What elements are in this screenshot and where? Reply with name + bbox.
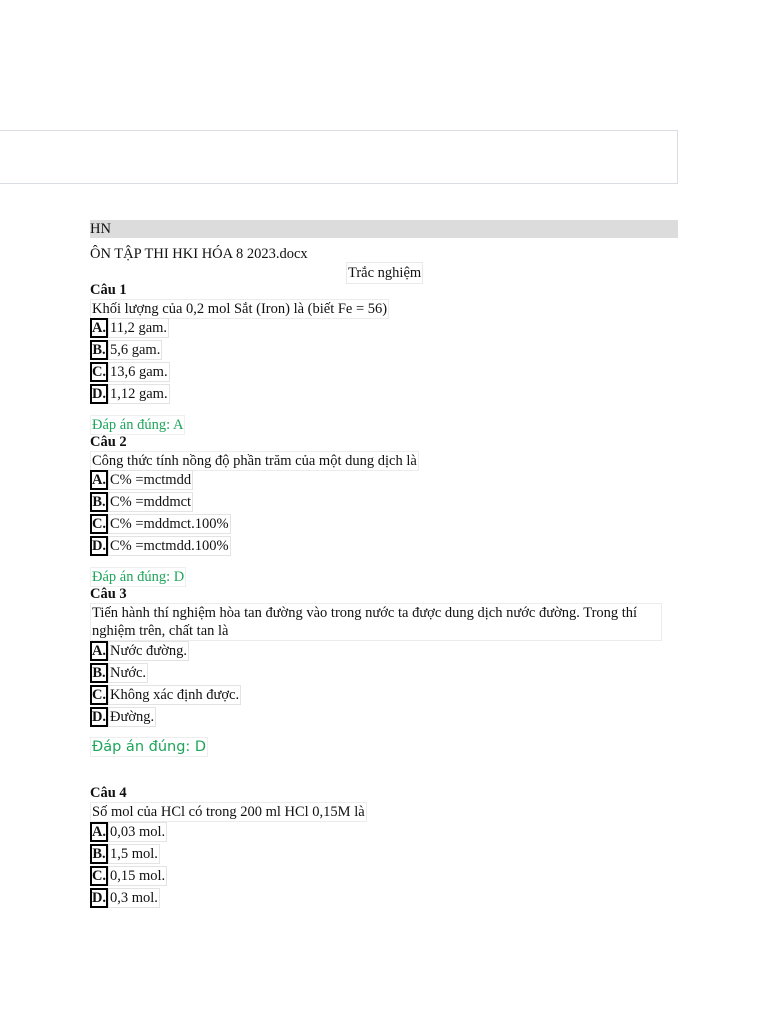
option-letter: D. xyxy=(91,386,107,402)
option-c[interactable] xyxy=(90,866,167,886)
question-number: Câu 2 xyxy=(90,434,127,450)
question-text: Khối lượng của 0,2 mol Sắt (Iron) là (biết Fe = 56) xyxy=(92,301,388,317)
option-letter: A. xyxy=(91,643,107,659)
option-letter: C. xyxy=(91,687,107,703)
question-text: Số mol của HCl có trong 200 ml HCl 0,15M là xyxy=(92,804,365,820)
option-text: 0,03 mol. xyxy=(110,824,166,840)
question-number: Câu 1 xyxy=(90,282,127,298)
option-text: 1,5 mol. xyxy=(110,846,158,862)
option-a[interactable] xyxy=(90,641,189,661)
option-letter: C. xyxy=(91,364,107,380)
file-name[interactable]: ÔN TẬP THI HKI HÓA 8 2023.docx xyxy=(90,246,308,262)
option-letter: B. xyxy=(90,340,108,360)
answer-text: Đáp án đúng: A xyxy=(92,417,184,433)
option-c[interactable] xyxy=(90,685,241,705)
option-c[interactable] xyxy=(90,362,170,382)
option-text: Nước. xyxy=(110,665,147,681)
question-number: Câu 4 xyxy=(90,785,127,801)
question-text: Tiến hành thí nghiệm hòa tan đường vào trong nước ta được dung dịch nước đường. Trong thí nghiệm trên, chất tan là xyxy=(90,603,662,641)
option-b[interactable] xyxy=(90,844,160,864)
option-text: 0,3 mol. xyxy=(110,890,158,906)
answer-text: Đáp án đúng: D xyxy=(92,739,207,755)
option-letter: D. xyxy=(91,538,107,554)
option-letter: A. xyxy=(91,320,107,336)
question-text: Công thức tính nồng độ phần trăm của một dung dịch là xyxy=(92,453,417,469)
top-panel xyxy=(0,130,678,184)
option-a[interactable] xyxy=(90,318,169,338)
option-letter: B. xyxy=(90,663,108,683)
option-text: Nước đường. xyxy=(110,643,187,659)
section-title: Trắc nghiệm xyxy=(346,262,423,284)
option-a[interactable] xyxy=(90,470,193,490)
option-letter: C. xyxy=(91,516,107,532)
option-text: 11,2 gam. xyxy=(110,320,168,336)
option-d[interactable] xyxy=(90,888,160,908)
option-b[interactable] xyxy=(90,492,193,512)
option-text: Không xác định được. xyxy=(110,687,240,703)
option-d[interactable] xyxy=(90,536,231,556)
option-a[interactable] xyxy=(90,822,167,842)
answer-text: Đáp án đúng: D xyxy=(92,569,185,585)
option-letter: A. xyxy=(91,472,107,488)
option-text: C% =mctmdd.100% xyxy=(110,538,229,554)
option-letter: D. xyxy=(91,709,107,725)
option-c[interactable] xyxy=(90,514,231,534)
option-text: 1,12 gam. xyxy=(110,386,168,402)
option-b[interactable] xyxy=(90,663,148,683)
option-text: 0,15 mol. xyxy=(110,868,166,884)
option-text: 13,6 gam. xyxy=(110,364,168,380)
option-text: Đường. xyxy=(110,709,155,725)
header-tag: HN xyxy=(90,220,678,238)
option-b[interactable] xyxy=(90,340,162,360)
option-text: 5,6 gam. xyxy=(110,342,161,358)
option-letter: B. xyxy=(90,844,108,864)
option-text: C% =mddmct xyxy=(110,494,192,510)
option-text: C% =mddmct.100% xyxy=(110,516,229,532)
question-number: Câu 3 xyxy=(90,586,127,602)
option-d[interactable] xyxy=(90,707,156,727)
option-d[interactable] xyxy=(90,384,170,404)
option-letter: D. xyxy=(91,890,107,906)
option-letter: C. xyxy=(91,868,107,884)
option-letter: A. xyxy=(91,824,107,840)
option-letter: B. xyxy=(90,492,108,512)
option-text: C% =mctmdd xyxy=(110,472,192,488)
